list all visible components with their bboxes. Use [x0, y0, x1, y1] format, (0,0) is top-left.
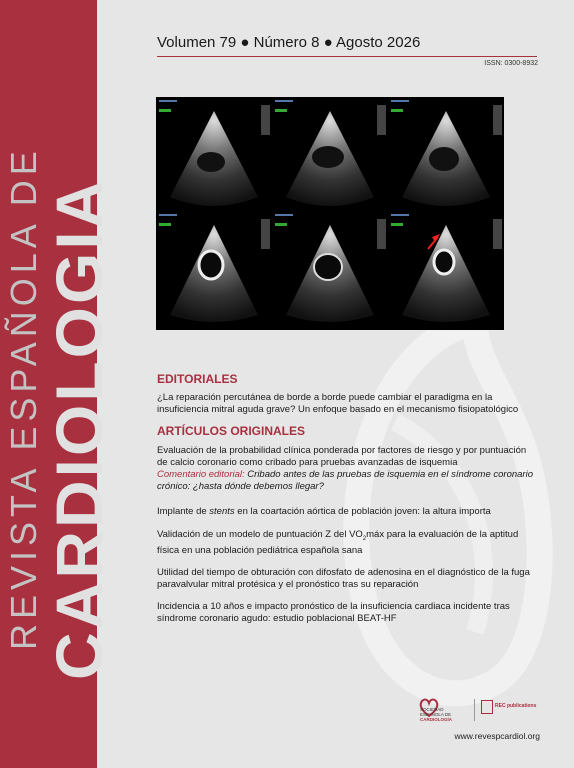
article-item-2[interactable] — [157, 506, 537, 518]
journal-url[interactable]: www.revespcardiol.org — [454, 731, 540, 741]
article-item-4[interactable]: Utilidad del tiempo de obturación con difosfato de adenosina en el diagnóstico de la fuga paravalvular mitral protésica y el pronóstico tras su reparación — [157, 567, 530, 590]
publisher-name: REC publications — [495, 703, 537, 709]
editorial-comment-label: Comentario editorial: — [157, 469, 245, 480]
section-title-editoriales: EDITORIALES — [157, 372, 238, 386]
footer-logos — [418, 697, 548, 725]
society-line-3: CARDIOLOGÍA — [420, 717, 452, 722]
rec-logo-icon — [481, 700, 493, 714]
article-item-1[interactable]: Evaluación de la probabilidad clínica ponderada por factores de riesgo y por puntuación de calcio coronario como cribado para pruebas avanzadas de isquemia — [157, 445, 527, 468]
article-item-2-post: en la coartación aórtica de población joven: la altura importa — [234, 506, 491, 517]
echo-panel-4 — [170, 225, 258, 322]
header-divider — [157, 56, 537, 57]
cover-figure-echocardiograms — [156, 97, 504, 330]
society-line-2: ESPAÑOLA DE — [420, 712, 452, 717]
echo-panel-2 — [286, 111, 374, 206]
echo-grid — [156, 97, 504, 330]
article-item-3-pre: Validación de un modelo de puntuación Z del VO — [157, 528, 363, 540]
table-of-contents — [157, 372, 537, 624]
issn: ISSN: 0300-8932 — [484, 60, 538, 67]
society-line-1: SOCIEDAD — [420, 707, 444, 712]
article-item-3-sub: 2 — [362, 535, 367, 542]
article-item-3[interactable] — [157, 529, 537, 557]
logo-divider — [474, 699, 475, 721]
article-item-2-pre: Implante de — [157, 506, 210, 517]
article-item-5[interactable]: Incidencia a 10 años e impacto pronóstico de la insuficiencia cardiaca incidente tras síndrome coronario agudo: estudio poblacional BEAT-HF — [157, 601, 510, 624]
echo-panel-3 — [402, 111, 490, 206]
echo-panel-5 — [286, 225, 374, 322]
journal-title-main: CARDIOLOGIA — [42, 177, 116, 680]
editorial-comment-text: Cribado antes de las pruebas de isquemia en el síndrome coronario crónico: ¿hasta dónde debemos llegar? — [157, 469, 533, 492]
echo-panel-1 — [170, 111, 258, 206]
section-title-originales: ARTÍCULOS ORIGINALES — [157, 424, 306, 438]
journal-title-vertical — [0, 0, 116, 768]
issue-header: Volumen 79 ● Número 8 ● Agosto 2026 — [157, 34, 421, 51]
echo-panel-6 — [402, 225, 490, 322]
journal-title-top: REVISTA ESPAÑOLA DE — [3, 146, 44, 650]
article-item-3-post: máx para la evaluación de la aptitud física en una población pediátrica española sana — [157, 528, 519, 556]
editorial-comment[interactable] — [157, 469, 537, 492]
editorial-item[interactable]: ¿La reparación percutánea de borde a borde puede cambiar el paradigma en la insuficiencia mitral aguda grave? Un enfoque basado en el mecanismo fisiopatológico — [157, 392, 519, 415]
journal-spine — [0, 0, 116, 768]
article-item-2-em: stents — [209, 506, 235, 517]
society-name — [420, 707, 452, 722]
